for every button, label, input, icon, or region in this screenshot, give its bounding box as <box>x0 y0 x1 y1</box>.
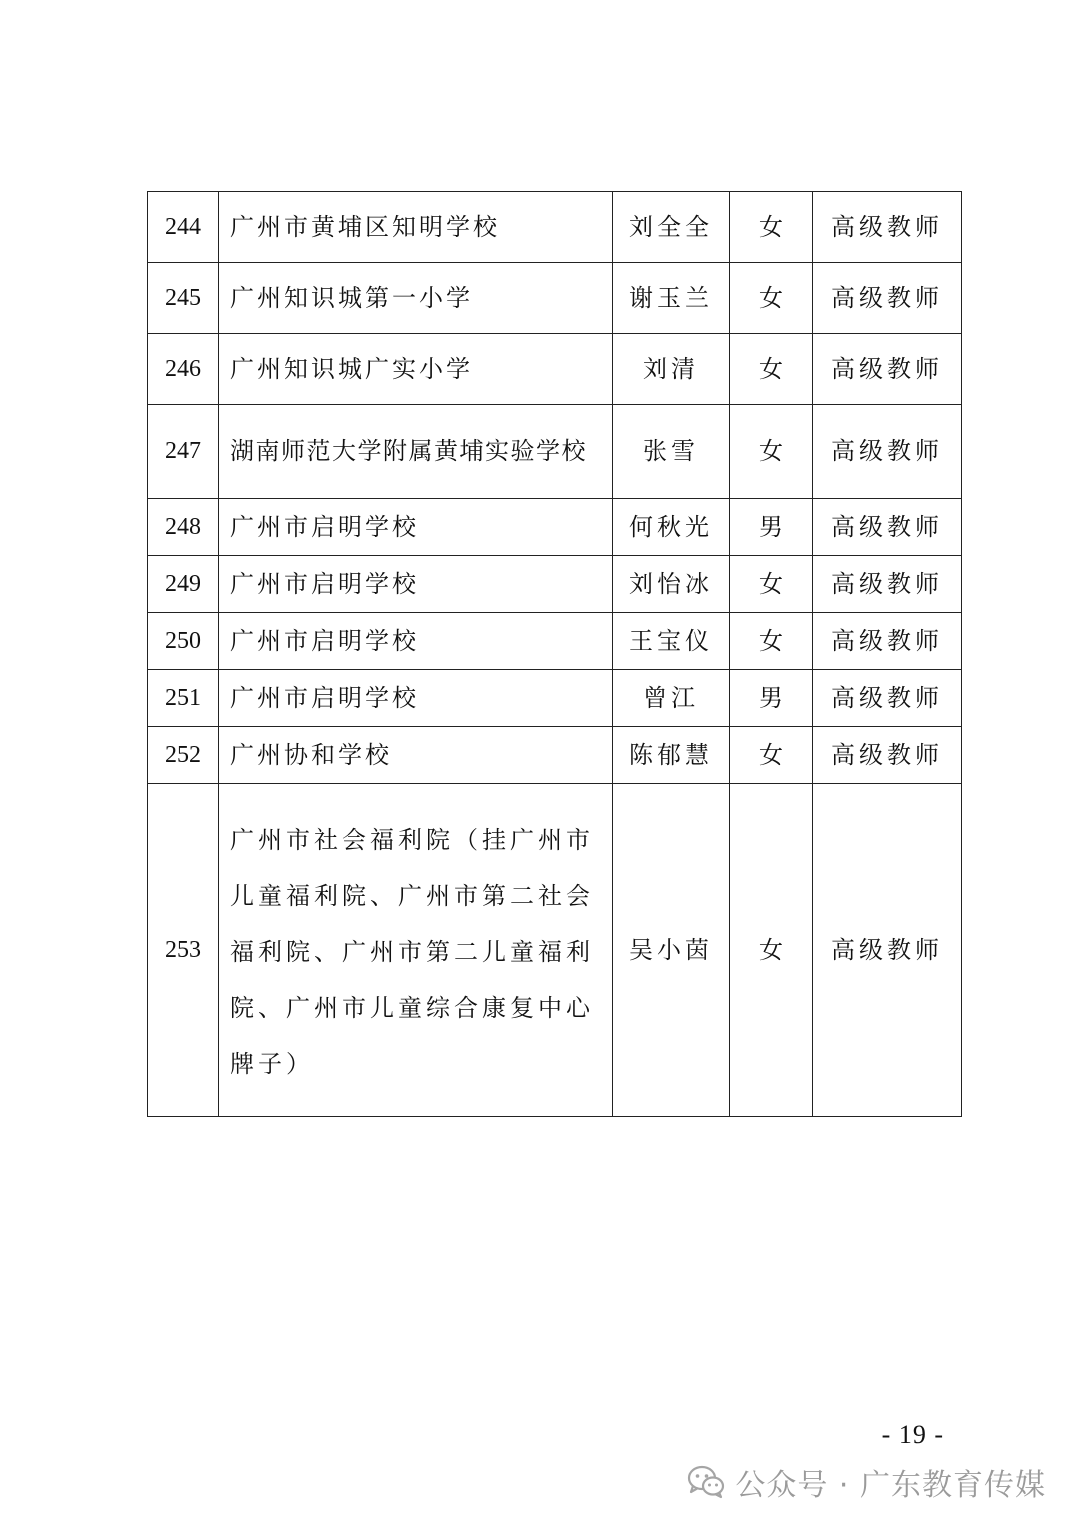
gender: 男 <box>730 670 813 727</box>
gender: 女 <box>730 405 813 499</box>
row-number: 250 <box>148 613 219 670</box>
job-title: 高级教师 <box>813 334 962 405</box>
school-name: 广州市启明学校 <box>219 670 613 727</box>
teacher-name: 刘怡冰 <box>613 556 730 613</box>
row-number: 246 <box>148 334 219 405</box>
job-title: 高级教师 <box>813 784 962 1117</box>
job-title: 高级教师 <box>813 670 962 727</box>
table-row <box>148 784 962 1117</box>
gender: 女 <box>730 263 813 334</box>
wechat-icon <box>687 1465 725 1499</box>
row-number: 252 <box>148 727 219 784</box>
row-number: 244 <box>148 192 219 263</box>
table-row <box>148 556 962 613</box>
school-name: 湖南师范大学附属黄埔实验学校 <box>219 405 613 499</box>
watermark-text: 公众号 · 广东教育传媒 <box>735 1468 1046 1503</box>
teacher-roster-table <box>147 191 962 1117</box>
gender: 女 <box>730 784 813 1117</box>
job-title: 高级教师 <box>813 613 962 670</box>
job-title: 高级教师 <box>813 499 962 556</box>
row-number: 245 <box>148 263 219 334</box>
row-number: 248 <box>148 499 219 556</box>
table-row <box>148 727 962 784</box>
job-title: 高级教师 <box>813 727 962 784</box>
school-name: 广州市启明学校 <box>219 499 613 556</box>
teacher-name: 张雪 <box>613 405 730 499</box>
school-name: 广州市社会福利院（挂广州市儿童福利院、广州市第二社会福利院、广州市第二儿童福利院、广州市儿童综合康复中心牌子） <box>219 784 613 1117</box>
teacher-name: 吴小茵 <box>613 784 730 1117</box>
school-name: 广州市启明学校 <box>219 613 613 670</box>
school-name: 广州知识城广实小学 <box>219 334 613 405</box>
job-title: 高级教师 <box>813 405 962 499</box>
row-number: 249 <box>148 556 219 613</box>
table-row <box>148 192 962 263</box>
teacher-name: 刘清 <box>613 334 730 405</box>
gender: 男 <box>730 499 813 556</box>
gender: 女 <box>730 192 813 263</box>
teacher-name: 谢玉兰 <box>613 263 730 334</box>
row-number: 251 <box>148 670 219 727</box>
teacher-name: 陈郁慧 <box>613 727 730 784</box>
table-row <box>148 405 962 499</box>
table-row <box>148 613 962 670</box>
school-name: 广州协和学校 <box>219 727 613 784</box>
teacher-name: 刘全全 <box>613 192 730 263</box>
school-name: 广州市启明学校 <box>219 556 613 613</box>
row-number: 247 <box>148 405 219 499</box>
teacher-name: 王宝仪 <box>613 613 730 670</box>
job-title: 高级教师 <box>813 263 962 334</box>
job-title: 高级教师 <box>813 556 962 613</box>
table-row <box>148 334 962 405</box>
table-row <box>148 670 962 727</box>
teacher-name: 曾江 <box>613 670 730 727</box>
gender: 女 <box>730 334 813 405</box>
row-number: 253 <box>148 784 219 1117</box>
gender: 女 <box>730 613 813 670</box>
gender: 女 <box>730 727 813 784</box>
table-row <box>148 263 962 334</box>
table-row <box>148 499 962 556</box>
job-title: 高级教师 <box>813 192 962 263</box>
page-number: - 19 - <box>881 1420 944 1449</box>
school-name: 广州知识城第一小学 <box>219 263 613 334</box>
teacher-name: 何秋光 <box>613 499 730 556</box>
school-name: 广州市黄埔区知明学校 <box>219 192 613 263</box>
gender: 女 <box>730 556 813 613</box>
wechat-watermark <box>687 1460 1046 1504</box>
